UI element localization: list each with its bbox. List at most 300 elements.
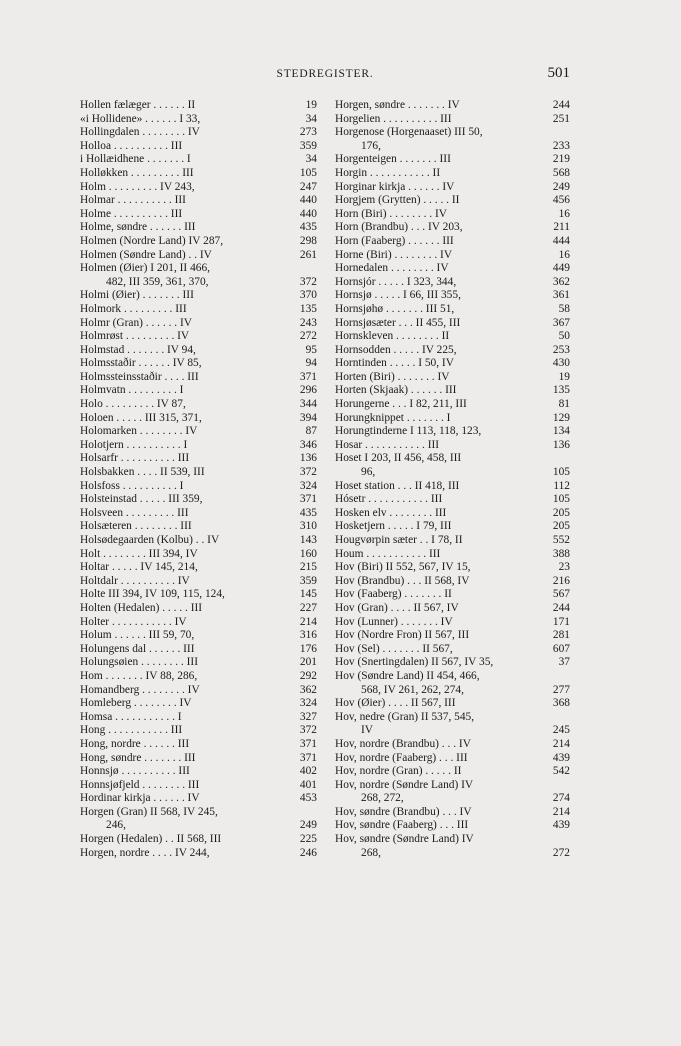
- index-entry-ref: 95: [305, 343, 317, 356]
- index-entry-text: Hov, nordre (Faaberg) . . . III: [335, 751, 468, 764]
- index-entry-ref: 225: [299, 833, 317, 846]
- index-entry: [80, 548, 317, 562]
- index-entry: [80, 806, 317, 820]
- index-entry-ref: 359: [299, 139, 317, 152]
- index-entry: [335, 167, 570, 181]
- index-entry-text: Hom . . . . . . . IV 88, 286,: [80, 669, 198, 682]
- index-entry: [80, 412, 317, 426]
- index-entry: [80, 493, 317, 507]
- index-entry-text: Honnsjø . . . . . . . . . . III: [80, 765, 190, 778]
- index-entry-text: Horungerne . . . I 82, 211, III: [335, 398, 467, 411]
- index-entry: [80, 181, 317, 195]
- index-entry-ref: 249: [552, 180, 570, 193]
- index-entry-text: Holsødegaarden (Kolbu) . . IV: [80, 534, 220, 546]
- index-entry-text: «i Hollidene» . . . . . . I 33,: [80, 112, 201, 125]
- index-entry-ref: 219: [552, 153, 570, 166]
- index-entry: [80, 819, 317, 833]
- index-entry: [335, 357, 570, 371]
- index-entry-ref: 277: [552, 683, 570, 696]
- index-entry: [335, 561, 570, 575]
- index-entry-ref: 439: [552, 819, 570, 832]
- index-entry: [80, 588, 317, 602]
- index-entry-ref: 201: [299, 656, 317, 669]
- index-entry-ref: 50: [558, 330, 570, 343]
- index-entry-text: Holungsøien . . . . . . . . III: [80, 656, 199, 669]
- index-entry: [335, 99, 570, 113]
- index-entry-ref: 58: [558, 302, 570, 315]
- index-entry-text: Hov (Nordre Fron) II 567, III: [335, 629, 470, 642]
- index-entry-ref: 261: [299, 248, 317, 261]
- index-entry-text: Horgenose (Horgenaaset) III 50,: [335, 126, 483, 139]
- index-entry-ref: 105: [299, 166, 317, 179]
- index-entry: [80, 140, 317, 154]
- index-entry-text: Holmsstaðir . . . . . . IV 85,: [80, 357, 202, 370]
- index-entry-ref: 292: [299, 669, 317, 682]
- index-entry-text: Horungknippet . . . . . . . I: [335, 411, 451, 424]
- index-entry-ref: 34: [305, 153, 317, 166]
- index-entry-ref: 327: [299, 710, 317, 723]
- index-entry: [80, 167, 317, 181]
- index-entry-text: Hornsjø . . . . . I 66, III 355,: [335, 289, 461, 302]
- index-entry: [335, 534, 570, 548]
- index-entry-ref: 310: [299, 520, 317, 533]
- index-entry-ref: 112: [553, 479, 570, 492]
- index-entry-text: Holm . . . . . . . . . IV 243,: [80, 180, 195, 193]
- index-entry-text: Holomarken . . . . . . . . IV: [80, 425, 198, 438]
- index-entry: [335, 262, 570, 276]
- index-entry-text: Holmi (Øier) . . . . . . . III: [80, 289, 194, 302]
- index-entry: [80, 249, 317, 263]
- index-entry: [335, 792, 570, 806]
- index-entry-ref: 430: [552, 357, 570, 370]
- index-entry: [80, 616, 317, 630]
- index-entry: [80, 466, 317, 480]
- index-entry: [80, 833, 317, 847]
- index-entry-ref: 359: [299, 574, 317, 587]
- index-entry-text: 246,: [106, 819, 126, 832]
- index-entry: [335, 303, 570, 317]
- index-entry-ref: 368: [552, 697, 570, 710]
- index-entry-ref: 81: [558, 398, 570, 411]
- index-entry: [80, 697, 317, 711]
- index-entry-text: Hov (Gran) . . . . II 567, IV: [335, 601, 459, 614]
- running-header: [80, 65, 570, 85]
- index-entry-text: Hong . . . . . . . . . . . III: [80, 724, 183, 737]
- index-entry-text: IV: [361, 724, 374, 737]
- index-entry-ref: 211: [553, 221, 570, 234]
- index-entry-text: 268, 272,: [361, 792, 404, 805]
- index-entry: [80, 235, 317, 249]
- index-entry-text: Holte III 394, IV 109, 115, 124,: [80, 588, 225, 601]
- index-entry: [80, 534, 317, 548]
- index-entry-text: Horten (Skjaak) . . . . . . III: [335, 384, 457, 397]
- index-entry-ref: 568: [552, 166, 570, 179]
- index-entry-ref: 296: [299, 384, 317, 397]
- index-entry: [80, 330, 317, 344]
- index-entry-ref: 362: [299, 683, 317, 696]
- index-entry: [80, 113, 317, 127]
- index-entry-ref: 215: [299, 561, 317, 574]
- index-entry: [80, 520, 317, 534]
- index-entry-ref: 298: [299, 234, 317, 247]
- index-entry: [335, 181, 570, 195]
- index-column-left: [80, 99, 317, 860]
- index-entry-ref: 272: [299, 330, 317, 343]
- index-entry-ref: 453: [299, 792, 317, 805]
- index-entry: [80, 99, 317, 113]
- index-entry-text: Horne (Biri) . . . . . . . . IV: [335, 248, 453, 261]
- index-entry-ref: 244: [552, 99, 570, 111]
- index-entry-text: Holo . . . . . . . . . IV 87,: [80, 398, 186, 411]
- index-entry-text: Holten (Hedalen) . . . . . III: [80, 601, 203, 614]
- index-entry-ref: 316: [299, 629, 317, 642]
- index-entry-text: 268,: [361, 846, 381, 859]
- index-entry-text: 568, IV 261, 262, 274,: [361, 683, 464, 696]
- index-entry: [335, 643, 570, 657]
- index-entry: [335, 629, 570, 643]
- index-entry-ref: 143: [299, 534, 317, 546]
- index-entry: [80, 480, 317, 494]
- index-entry-text: Hougvørpin sæter . . I 78, II: [335, 534, 463, 546]
- index-entry-ref: 435: [299, 506, 317, 519]
- index-entry: [335, 616, 570, 630]
- index-entry-text: Hov (Brandbu) . . . II 568, IV: [335, 574, 470, 587]
- index-entry-text: Hov (Snertingdalen) II 567, IV 35,: [335, 656, 494, 669]
- index-entry: [80, 779, 317, 793]
- index-entry: [335, 113, 570, 127]
- index-entry-text: Holløkken . . . . . . . . . III: [80, 166, 194, 179]
- index-entry-text: Hov (Øier) . . . . II 567, III: [335, 697, 456, 710]
- index-entry-text: Hoset station . . . II 418, III: [335, 479, 460, 492]
- index-entry-text: Holmen (Øier) I 201, II 466,: [80, 262, 211, 275]
- index-entry-ref: 324: [299, 697, 317, 710]
- index-entry: [335, 575, 570, 589]
- index-entry-text: Horgen, nordre . . . . IV 244,: [80, 846, 210, 859]
- index-entry: [80, 765, 317, 779]
- index-entry: [335, 548, 570, 562]
- index-entry: [335, 289, 570, 303]
- index-entry-ref: 244: [552, 601, 570, 614]
- index-entry-text: Hósetr . . . . . . . . . . . III: [335, 493, 443, 506]
- index-entry: [80, 670, 317, 684]
- index-column-right: [335, 99, 570, 860]
- index-entry-text: Hov (Sel) . . . . . . . II 567,: [335, 642, 453, 655]
- index-entry-text: Holtdalr . . . . . . . . . . IV: [80, 574, 190, 587]
- index-entry-ref: 402: [299, 765, 317, 778]
- index-entry-text: 96,: [361, 466, 376, 479]
- index-entry-ref: 249: [299, 819, 317, 832]
- index-entry-ref: 552: [552, 534, 570, 546]
- index-entry: [335, 819, 570, 833]
- index-entry: [335, 656, 570, 670]
- index-entry: [80, 357, 317, 371]
- index-entry-text: Holmstad . . . . . . . IV 94,: [80, 343, 196, 356]
- index-entry-text: Holmar . . . . . . . . . . III: [80, 194, 186, 207]
- index-entry: [335, 126, 570, 140]
- index-entry-ref: 367: [552, 316, 570, 329]
- index-entry: [80, 738, 317, 752]
- index-entry-text: Hov (Biri) II 552, 567, IV 15,: [335, 561, 471, 574]
- index-entry-ref: 362: [552, 275, 570, 288]
- index-entry-text: Horgen, søndre . . . . . . . IV: [335, 99, 460, 111]
- index-entry: [80, 398, 317, 412]
- index-entry-text: Hong, nordre . . . . . . III: [80, 737, 190, 750]
- index-entry-text: Holmr (Gran) . . . . . . IV: [80, 316, 192, 329]
- index-entry-text: Hornskleven . . . . . . . . II: [335, 330, 450, 343]
- index-entry: [80, 126, 317, 140]
- index-entry-ref: 245: [552, 724, 570, 737]
- index-entry-text: Hov, søndre (Faaberg) . . . III: [335, 819, 469, 832]
- index-entry-text: Holmork . . . . . . . . . III: [80, 302, 187, 315]
- index-entry: [80, 752, 317, 766]
- index-entry: [80, 561, 317, 575]
- index-entry: [335, 208, 570, 222]
- index-entry-text: Holter . . . . . . . . . . . IV: [80, 615, 187, 628]
- index-entry-ref: 214: [552, 805, 570, 818]
- index-entry-ref: 440: [299, 207, 317, 220]
- index-entry: [80, 629, 317, 643]
- index-entry-ref: 136: [299, 452, 317, 465]
- index-entry: [335, 697, 570, 711]
- index-entry-ref: 449: [552, 262, 570, 275]
- index-entry: [335, 452, 570, 466]
- index-entry: [335, 480, 570, 494]
- index-entry: [80, 153, 317, 167]
- index-entry: [335, 670, 570, 684]
- index-entry-ref: 607: [552, 642, 570, 655]
- index-entry-ref: 281: [552, 629, 570, 642]
- index-entry-text: Holmssteinsstaðir . . . . III: [80, 370, 199, 383]
- index-entry: [80, 724, 317, 738]
- index-entry-ref: 542: [552, 765, 570, 778]
- index-entry-text: Hov (Lunner) . . . . . . . IV: [335, 615, 453, 628]
- index-entry: [80, 847, 317, 861]
- index-entry-ref: 372: [299, 275, 317, 288]
- index-entry-text: Holsæteren . . . . . . . . III: [80, 520, 192, 533]
- index-entry-text: Horgin . . . . . . . . . . . II: [335, 166, 441, 179]
- index-entry: [80, 262, 317, 276]
- index-entry: [80, 344, 317, 358]
- index-entry-ref: 105: [552, 466, 570, 479]
- index-entry: [80, 575, 317, 589]
- index-entry-ref: 439: [552, 751, 570, 764]
- index-entry-text: Hosken elv . . . . . . . . III: [335, 506, 447, 519]
- index-entry-ref: 94: [305, 357, 317, 370]
- index-entry-ref: 205: [552, 520, 570, 533]
- index-entry: [335, 847, 570, 861]
- index-entry: [335, 724, 570, 738]
- index-entry-ref: 401: [299, 778, 317, 791]
- index-entry-text: Holme, søndre . . . . . . III: [80, 221, 196, 234]
- index-entry-text: Holsfoss . . . . . . . . . . I: [80, 479, 184, 492]
- index-entry-ref: 214: [552, 737, 570, 750]
- index-entry-ref: 135: [552, 384, 570, 397]
- index-entry: [335, 249, 570, 263]
- index-entry-ref: 34: [305, 112, 317, 125]
- index-entry-text: Hov, søndre (Brandbu) . . . IV: [335, 805, 472, 818]
- index-entry-text: Holum . . . . . . III 59, 70,: [80, 629, 195, 642]
- index-entry-text: Hollingdalen . . . . . . . . IV: [80, 126, 200, 139]
- index-entry-ref: 216: [552, 574, 570, 587]
- index-entry: [335, 398, 570, 412]
- index-entry: [80, 276, 317, 290]
- index-entry-ref: 23: [558, 561, 570, 574]
- index-entry-ref: 371: [299, 370, 317, 383]
- index-entry-ref: 371: [299, 493, 317, 506]
- index-entry: [80, 507, 317, 521]
- index-entry-text: Holsteinstad . . . . . III 359,: [80, 493, 203, 506]
- index-entry-text: Hornsjøhø . . . . . . . III 51,: [335, 302, 455, 315]
- index-entry-ref: 16: [558, 207, 570, 220]
- index-entry-text: Hornsjøsæter . . . II 455, III: [335, 316, 461, 329]
- index-entry: [80, 371, 317, 385]
- index-entry-ref: 145: [299, 588, 317, 601]
- index-entry: [335, 371, 570, 385]
- index-entry-ref: 247: [299, 180, 317, 193]
- index-entry-text: Hoset I 203, II 456, 458, III: [335, 452, 462, 465]
- index-entry: [80, 384, 317, 398]
- index-entry-text: Hornsjór . . . . . I 323, 344,: [335, 275, 457, 288]
- index-entry-ref: 344: [299, 398, 317, 411]
- index-entry-text: Hov (Faaberg) . . . . . . . II: [335, 588, 452, 601]
- index-entry-text: Homsa . . . . . . . . . . . I: [80, 710, 182, 723]
- index-entry: [335, 588, 570, 602]
- index-entry-ref: 394: [299, 411, 317, 424]
- index-entry-text: Hordinar kirkja . . . . . . IV: [80, 792, 200, 805]
- index-entry: [335, 507, 570, 521]
- index-entry-ref: 233: [552, 139, 570, 152]
- index-entry: [335, 276, 570, 290]
- index-entry-text: Hosar . . . . . . . . . . . III: [335, 438, 440, 451]
- index-entry-text: Hov, nordre (Brandbu) . . . IV: [335, 737, 471, 750]
- index-entry: [335, 384, 570, 398]
- index-entry-ref: 19: [305, 99, 317, 111]
- index-entry-text: Honnsjøfjeld . . . . . . . . III: [80, 778, 200, 791]
- index-entry-text: Holmrøst . . . . . . . . . IV: [80, 330, 190, 343]
- index-entry-text: Hollen fælæger . . . . . . II: [80, 99, 196, 111]
- index-entry-text: Hong, søndre . . . . . . . III: [80, 751, 196, 764]
- index-entry-ref: 176: [299, 642, 317, 655]
- index-entry-text: 176,: [361, 139, 381, 152]
- index-entry: [335, 344, 570, 358]
- index-entry: [335, 194, 570, 208]
- index-entry: [335, 140, 570, 154]
- index-entry-text: Horten (Biri) . . . . . . . IV: [335, 370, 450, 383]
- index-entry: [80, 452, 317, 466]
- index-entry-text: Horn (Faaberg) . . . . . . III: [335, 234, 454, 247]
- index-entry-text: Horgjem (Grytten) . . . . . II: [335, 194, 460, 207]
- index-entry-text: i Hollæidhene . . . . . . . I: [80, 153, 191, 166]
- index-entry-ref: 227: [299, 601, 317, 614]
- index-entry: [335, 425, 570, 439]
- index-entry: [80, 208, 317, 222]
- index-entry-text: Holmvatn . . . . . . . . . I: [80, 384, 184, 397]
- index-entry-text: Holme . . . . . . . . . . III: [80, 207, 183, 220]
- index-entry-text: Horn (Brandbu) . . . IV 203,: [335, 221, 463, 234]
- index-entry-text: Holt . . . . . . . . III 394, IV: [80, 547, 198, 560]
- index-entry-ref: 324: [299, 479, 317, 492]
- index-entry: [335, 806, 570, 820]
- index-entry: [335, 752, 570, 766]
- index-entry-text: Horgen (Gran) II 568, IV 245,: [80, 805, 218, 818]
- index-entry-text: Holloa . . . . . . . . . . III: [80, 139, 183, 152]
- index-entry-ref: 372: [299, 466, 317, 479]
- index-entry: [80, 289, 317, 303]
- index-entry-ref: 134: [552, 425, 570, 438]
- index-entry-text: Horgenteigen . . . . . . . III: [335, 153, 451, 166]
- index-entry-text: Hov, nedre (Gran) II 537, 545,: [335, 710, 475, 723]
- index-entry-text: Homleberg . . . . . . . . IV: [80, 697, 192, 710]
- index-entry-ref: 251: [552, 112, 570, 125]
- index-entry: [80, 684, 317, 698]
- index-entry-text: Holungens dal . . . . . . III: [80, 642, 195, 655]
- index-entry: [335, 330, 570, 344]
- index-entry-ref: 16: [558, 248, 570, 261]
- index-entry: [335, 317, 570, 331]
- index-entry-ref: 171: [552, 615, 570, 628]
- index-entry: [80, 656, 317, 670]
- index-entry-ref: 19: [558, 370, 570, 383]
- index-entry: [335, 412, 570, 426]
- index-entry: [335, 779, 570, 793]
- index-entry: [80, 303, 317, 317]
- index-entry: [335, 235, 570, 249]
- index-entry-text: Horntinden . . . . . I 50, IV: [335, 357, 454, 370]
- index-entry-text: Horgen (Hedalen) . . II 568, III: [80, 833, 222, 846]
- index-entry-text: Hov (Søndre Land) II 454, 466,: [335, 669, 480, 682]
- index-entry-ref: 435: [299, 221, 317, 234]
- index-entry-ref: 388: [552, 547, 570, 560]
- index-entry-text: Holsarfr . . . . . . . . . . III: [80, 452, 190, 465]
- index-entry-text: Hornsodden . . . . . IV 225,: [335, 343, 457, 356]
- index-entry-ref: 361: [552, 289, 570, 302]
- index-entry-ref: 346: [299, 438, 317, 451]
- index-entry-text: Holmen (Søndre Land) . . IV: [80, 248, 212, 261]
- index-entry-text: Horn (Biri) . . . . . . . . IV: [335, 207, 447, 220]
- index-entry-ref: 243: [299, 316, 317, 329]
- index-entry: [80, 221, 317, 235]
- index-entry: [80, 194, 317, 208]
- index-entry: [335, 493, 570, 507]
- index-entry-ref: 567: [552, 588, 570, 601]
- index-entry-ref: 37: [558, 656, 570, 669]
- index-entry-ref: 214: [299, 615, 317, 628]
- index-entry-ref: 456: [552, 194, 570, 207]
- index-entry-text: Hosketjern . . . . . I 79, III: [335, 520, 452, 533]
- index-entry-ref: 160: [299, 547, 317, 560]
- index-entry: [80, 439, 317, 453]
- index-entry-text: Horgelien . . . . . . . . . . III: [335, 112, 452, 125]
- index-entry-text: 482, III 359, 361, 370,: [106, 275, 209, 288]
- index-entry-text: Horginar kirkja . . . . . . IV: [335, 180, 455, 193]
- index-entry-text: Hov, søndre (Søndre Land) IV: [335, 833, 474, 846]
- index-entry-ref: 273: [299, 126, 317, 139]
- index-entry-ref: 371: [299, 737, 317, 750]
- index-entry-text: Holotjern . . . . . . . . . . I: [80, 438, 188, 451]
- index-entry: [80, 425, 317, 439]
- index-entry: [335, 711, 570, 725]
- index-entry-ref: 253: [552, 343, 570, 356]
- index-entry-text: Holtar . . . . . IV 145, 214,: [80, 561, 198, 574]
- index-entry: [335, 153, 570, 167]
- index-entry-text: Hov, nordre (Søndre Land) IV: [335, 778, 474, 791]
- index-entry: [335, 466, 570, 480]
- index-entry: [80, 643, 317, 657]
- index-entry-text: Holsbakken . . . . II 539, III: [80, 466, 205, 479]
- index-entry-ref: 274: [552, 792, 570, 805]
- index-entry: [80, 711, 317, 725]
- index-entry: [335, 738, 570, 752]
